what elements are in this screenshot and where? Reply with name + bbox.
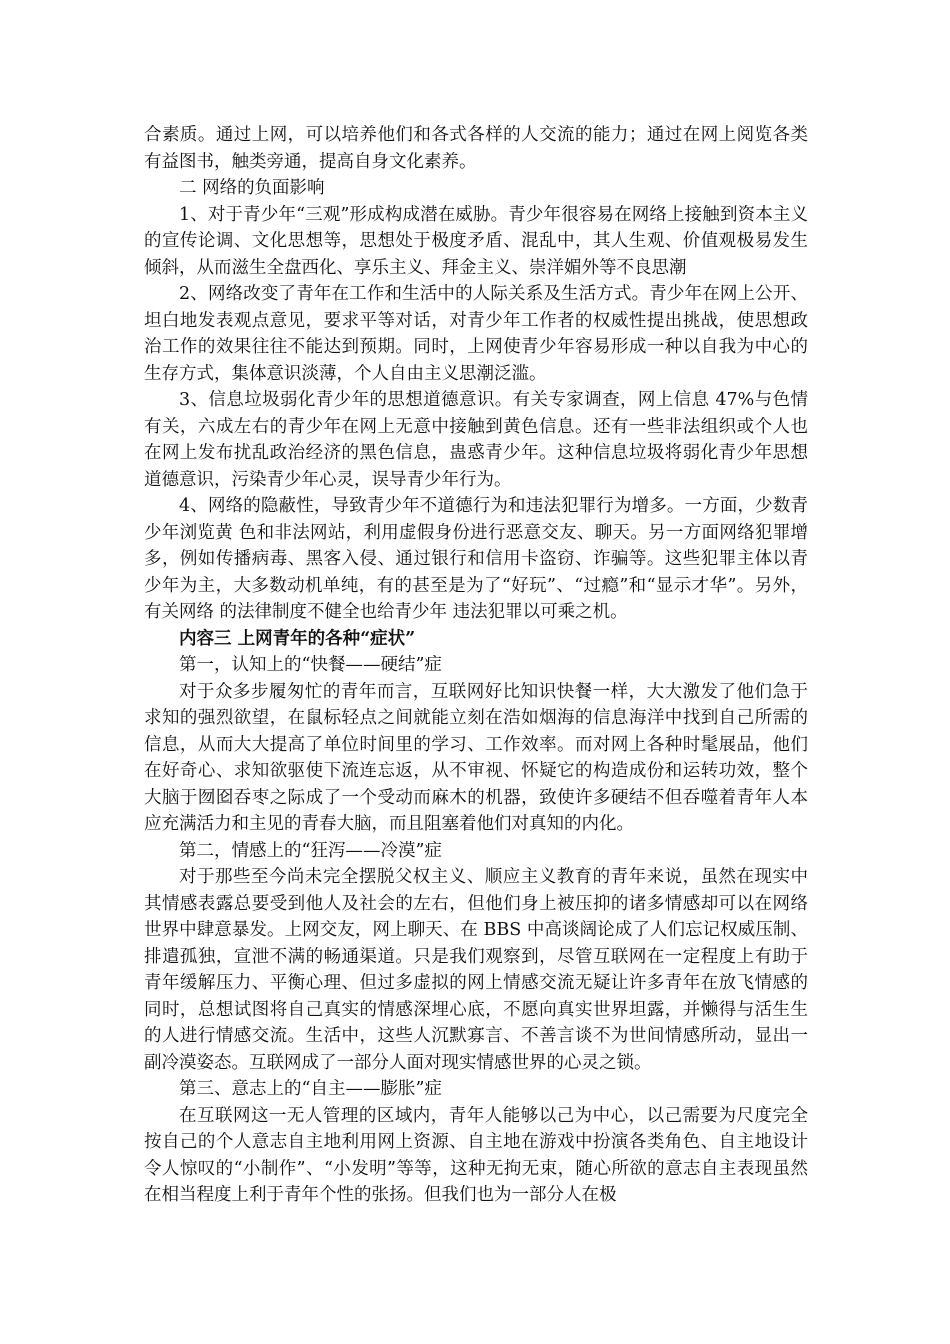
paragraph-point-2: 2、网络改变了青年在工作和生活中的人际关系及生活方式。青少年在网上公开、坦白地发表观点意见，要求平等对话，对青少年工作者的权威性提出挑战，使思想政治工作的效果往往不能达到预期。同时，上网使青少年容易形成一种以自我为中心的生存方式，集体意识淡薄，个人自由主义思潮泛滥。 <box>144 284 808 384</box>
paragraph-emotion: 对于那些至今尚未完全摆脱父权主义、顺应主义教育的青年来说，虽然在现实中其情感表露总要受到他人及社会的左右，但他们身上被压抑的诸多情感却可以在网络世界中肆意暴发。上网交友，网上聊天、在 BBS 中高谈阔论成了人们忘记权威压制、排遣孤独，宣泄不满的畅通渠道。只是我们观察到，尽管互联网在一定程度上有助于青年缓解压力、平衡心理、但过多虚拟的网上情感交流无疑让许多青年在放飞情感的同时，总想试图将自己真实的情感深埋心底，不愿向真实世界坦露，并懒得与活生生的人进行情感交流。生活中，这些人沉默寡言、不善言谈不为世间情感所动，显出一副冷漠姿态。互联网成了一部分人面对现实情感世界的心灵之锁。 <box>144 867 808 1073</box>
paragraph-cognition: 对于众多步履匆忙的青年而言，互联网好比知识快餐一样，大大激发了他们急于求知的强烈欲望，在鼠标轻点之间就能立刻在浩如烟海的信息海洋中找到自己所需的信息，从而大大提高了单位时间里的学习、工作效率。而对网上各种时髦展品，他们在好奇心、求知欲驱使下流连忘返，从不审视、怀疑它的构造成份和运转功效，整个大脑于囫囵吞枣之际成了一个受动而麻木的机器，致使许多硬结不但吞噬着青年人本应充满活力和主见的青春大脑，而且阻塞着他们对真知的内化。 <box>144 681 808 834</box>
paragraph-point-3: 3、信息垃圾弱化青少年的思想道德意识。有关专家调查，网上信息 47%与色情有关，六成左右的青少年在网上无意中接触到黄色信息。还有一些非法组织或个人也在网上发布扰乱政治经济的黑色信息，蛊惑青少年。这种信息垃圾将弱化青少年思想道德意识，污染青少年心灵，误导青少年行为。 <box>144 390 808 490</box>
section-heading-content-three: 内容三 上网青年的各种“症状” <box>179 628 416 649</box>
section-heading-negative-impact: 二 网络的负面影响 <box>179 178 325 198</box>
paragraph-point-4: 4、网络的隐蔽性，导致青少年不道德行为和违法犯罪行为增多。一方面，少数青少年浏览黄 色和非法网站，利用虚假身份进行恶意交友、聊天。另一方面网络犯罪增多，例如传播病毒、黑客入侵、通过银行和信用卡盗窃、诈骗等。这些犯罪主体以青少年为主，大多数动机单纯，有的甚至是为了“好玩”、“过瘾”和“显示才华”。另外，有关网络 的法律制度不健全也给青少年 违法犯罪以可乘之机。 <box>144 496 808 622</box>
subheading-cognition: 第一，认知上的“快餐——硬结”症 <box>179 655 442 675</box>
subheading-will: 第三、意志上的“自主——膨胀”症 <box>179 1079 442 1099</box>
paragraph-continuation: 合素质。通过上网，可以培养他们和各式各样的人交流的能力；通过在网上阅览各类有益图书，触类旁通，提高自身文化素养。 <box>144 125 808 172</box>
paragraph-point-1: 1、对于青少年“三观”形成构成潜在威胁。青少年很容易在网络上接触到资本主义的宣传论调、文化思想等，思想处于极度矛盾、混乱中，其人生观、价值观极易发生倾斜，从而滋生全盘西化、享乐主义、拜金主义、崇洋媚外等不良思潮 <box>144 204 808 278</box>
document-page <box>144 122 808 1209</box>
subheading-emotion: 第二，情感上的“狂泻——冷漠”症 <box>179 840 442 861</box>
paragraph-will: 在互联网这一无人管理的区域内，青年人能够以己为中心，以己需要为尺度完全按自己的个人意志自主地利用网上资源、自主地在游戏中扮演各类角色、自主地设计令人惊叹的“小制作”、“小发明”等等，这种无拘无束，随心所欲的意志自主表现虽然在相当程度上利于青年个性的张扬。但我们也为一部分人在极 <box>144 1105 808 1205</box>
